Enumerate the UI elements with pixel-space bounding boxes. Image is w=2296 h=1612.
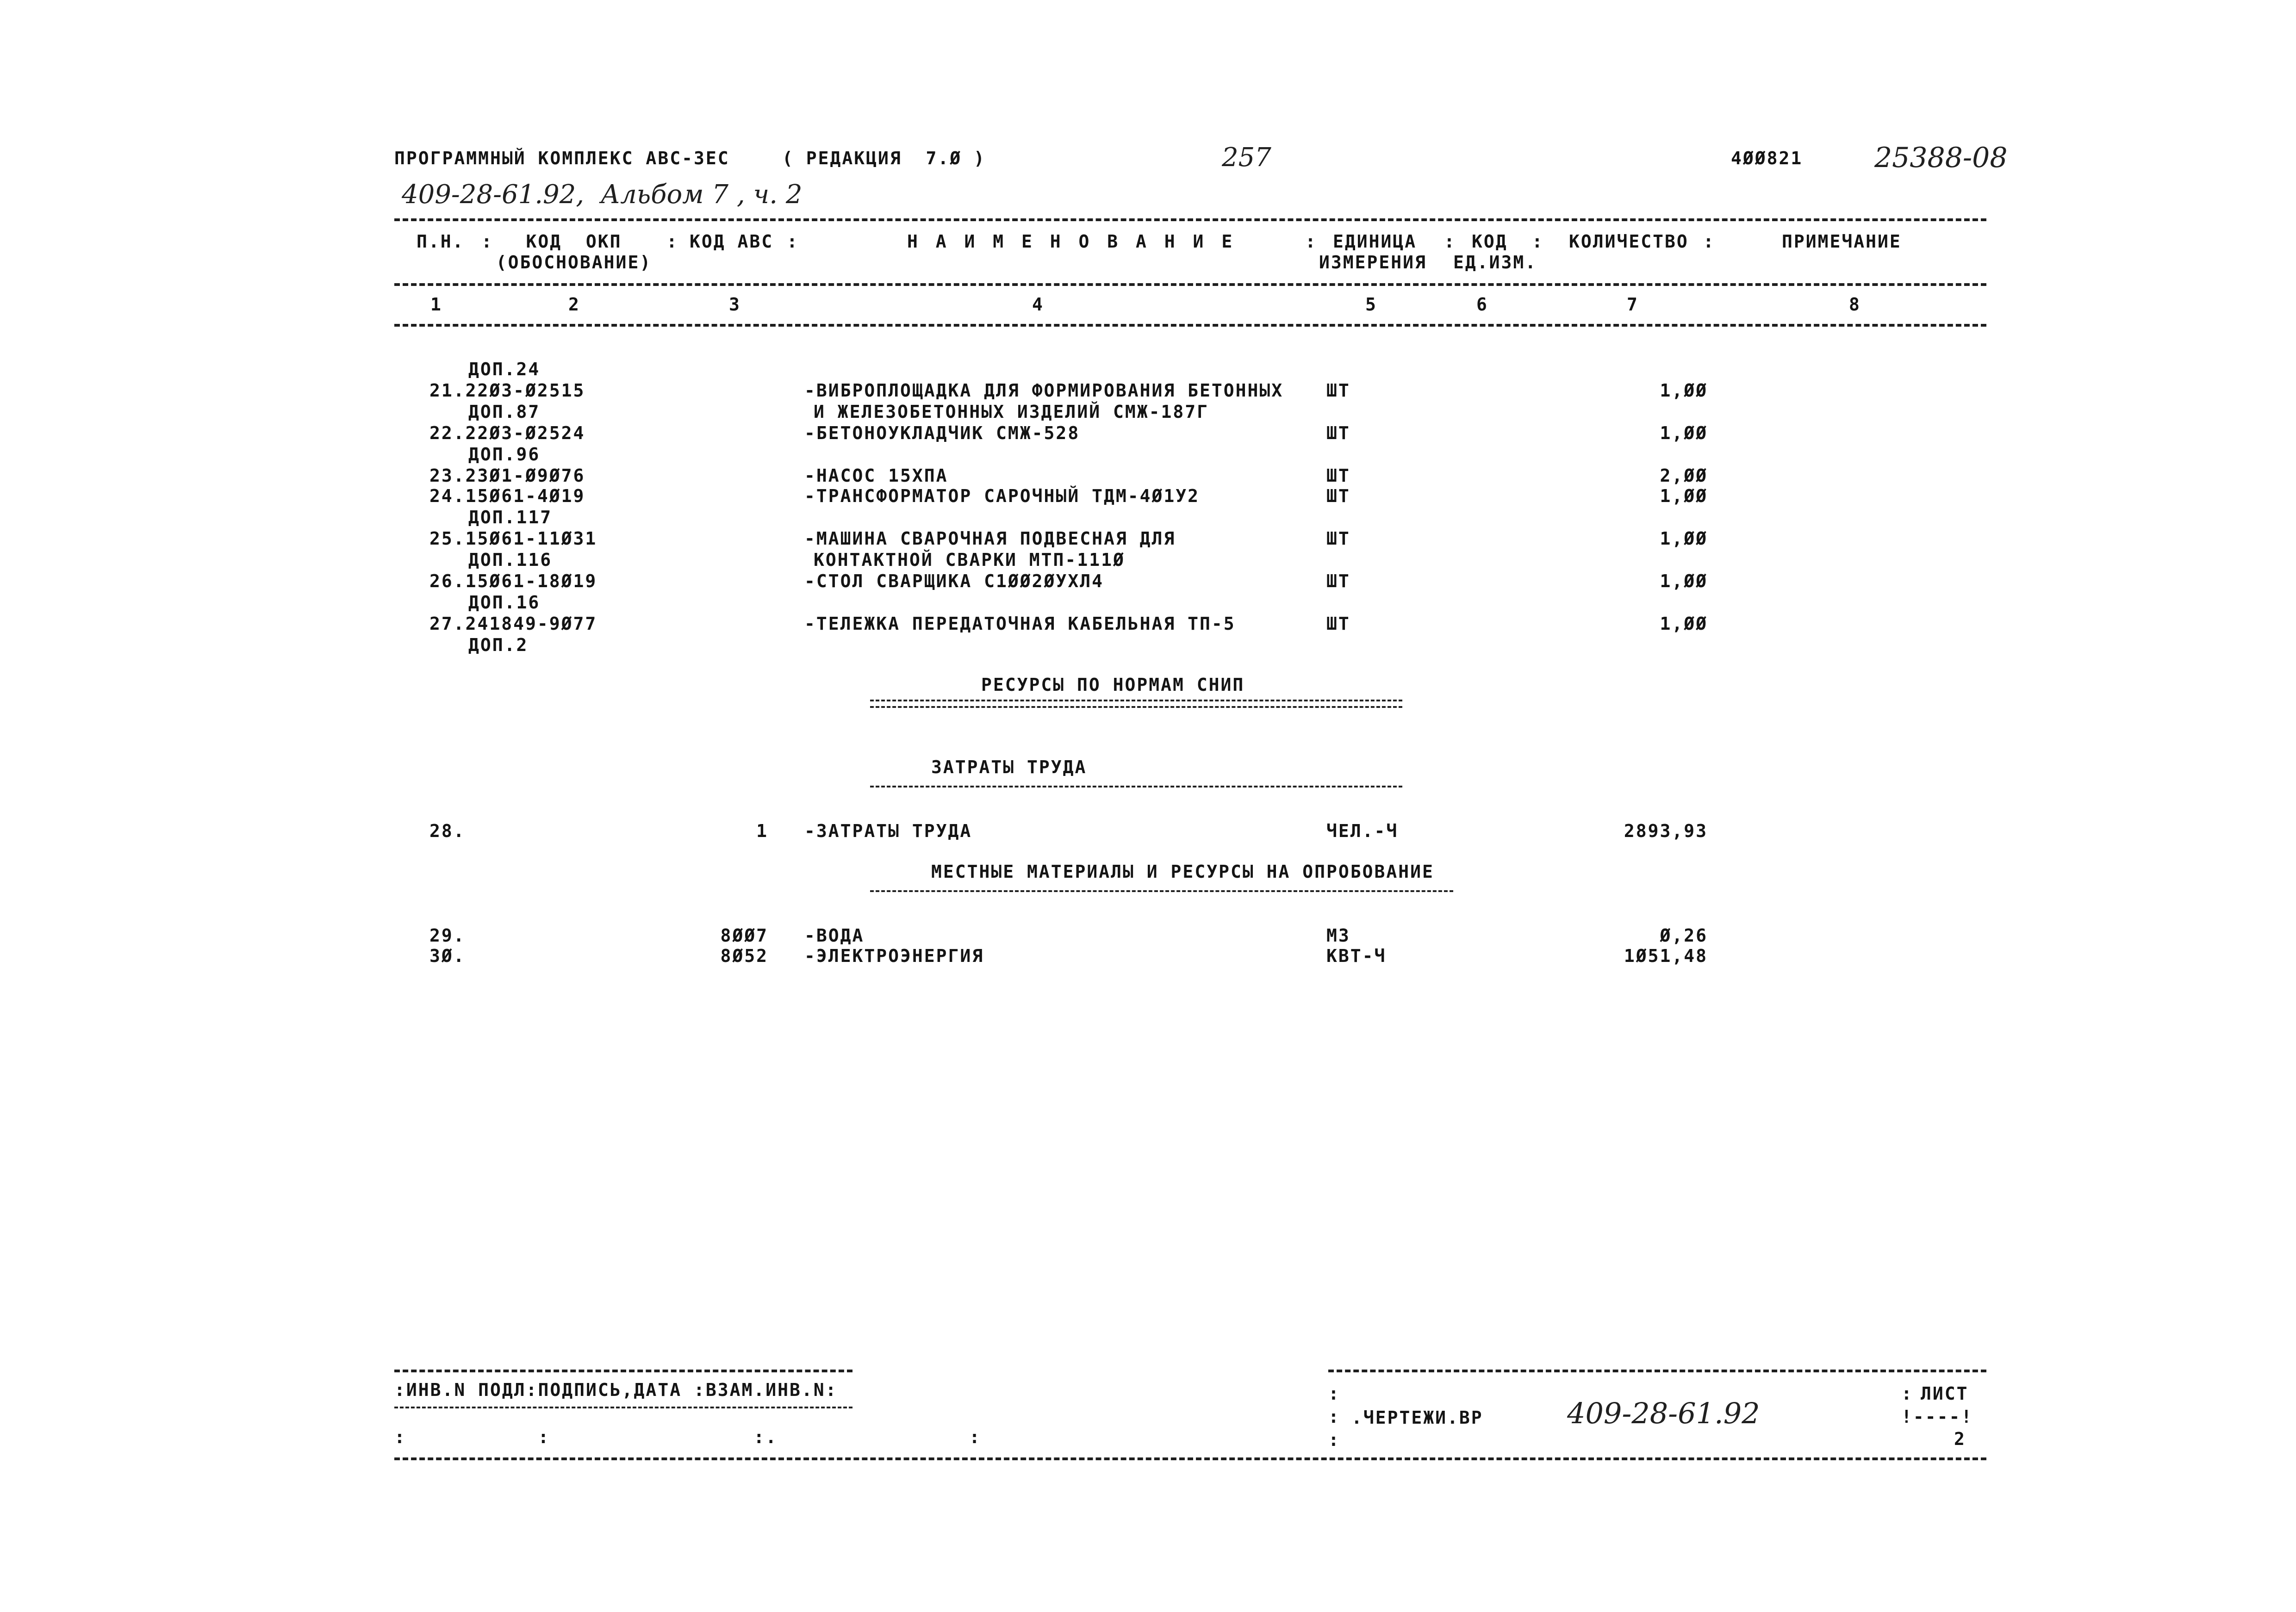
labor-abc: 1 xyxy=(756,821,768,841)
section-local: МЕСТНЫЕ МАТЕРИАЛЫ И РЕСУРСЫ НА ОПРОБОВАНИЕ xyxy=(931,862,1434,882)
row-code: 25.15Ø61-11Ø31 xyxy=(429,528,597,549)
row-name: -ВИБРОПЛОЩАДКА ДЛЯ ФОРМИРОВАНИЯ БЕТОННЫХ xyxy=(804,380,1284,401)
local-pn: 3Ø. xyxy=(429,946,466,966)
local-unit: КВТ-Ч xyxy=(1326,946,1387,966)
sheet-label: ЛИСТ xyxy=(1921,1383,1969,1404)
colnum-3: 3 xyxy=(729,294,741,315)
footer-rule-top-left xyxy=(394,1370,852,1372)
row-unit: ШТ xyxy=(1326,423,1350,443)
local-qty: 1Ø51,48 xyxy=(1624,946,1708,966)
local-abc: 8Ø52 xyxy=(720,946,768,966)
sheet-number: 2 xyxy=(1954,1429,1966,1449)
doc-number-handwritten: 25388-08 xyxy=(1874,142,2008,174)
footer-right-frame: : xyxy=(1328,1407,1340,1427)
row-code: ДОП.96 xyxy=(468,444,541,465)
col-separator: : xyxy=(787,231,799,252)
footer-rule-top-right xyxy=(1328,1370,1986,1372)
row-code: 26.15Ø61-18Ø19 xyxy=(429,571,597,591)
col-unit: ЕДИНИЦА xyxy=(1333,231,1417,252)
colnum-7: 7 xyxy=(1627,294,1639,315)
col-separator: : xyxy=(1444,231,1456,252)
row-qty: 1,ØØ xyxy=(1660,423,1708,443)
col-separator: : xyxy=(1703,231,1715,252)
row-code: ДОП.2 xyxy=(468,635,529,655)
row-qty: 1,ØØ xyxy=(1660,614,1708,634)
row-qty: 2,ØØ xyxy=(1660,465,1708,486)
col-separator: : xyxy=(1305,231,1317,252)
colnum-6: 6 xyxy=(1476,294,1488,315)
row-name: КОНТАКТНОЙ СВАРКИ МТП-111Ø xyxy=(814,550,1125,570)
col-separator: : xyxy=(1532,231,1544,252)
footer-drawings: .ЧЕРТЕЖИ.ВР xyxy=(1351,1407,1483,1428)
row-code: ДОП.87 xyxy=(468,402,541,422)
row-name: -ТЕЛЕЖКА ПЕРЕДАТОЧНАЯ КАБЕЛЬНАЯ ТП-5 xyxy=(804,614,1236,634)
row-unit: ШТ xyxy=(1326,614,1350,634)
row-code: 21.22Ø3-Ø2515 xyxy=(429,380,585,401)
header-rule-top xyxy=(394,218,1986,221)
row-unit: ШТ xyxy=(1326,465,1350,486)
row-qty: 1,ØØ xyxy=(1660,486,1708,506)
row-code: 27.241849-9Ø77 xyxy=(429,614,597,634)
colnum-5: 5 xyxy=(1365,294,1377,315)
footer-cells: : : :. : xyxy=(394,1427,982,1447)
row-code: ДОП.16 xyxy=(468,592,541,613)
col-unit-b: ИЗМЕРЕНИЯ xyxy=(1319,252,1427,273)
footer-right-frame: : xyxy=(1328,1430,1340,1450)
section-labor: ЗАТРАТЫ ТРУДА xyxy=(931,757,1087,777)
local-name: -ВОДА xyxy=(804,925,865,946)
section-labor-underline xyxy=(870,786,1402,787)
col-okp-basis: (ОБОСНОВАНИЕ) xyxy=(496,252,652,273)
col-separator: : xyxy=(666,231,678,252)
row-name: -СТОЛ СВАРЩИКА С1ØØ2ØУХЛ4 xyxy=(804,571,1104,591)
footer-rule-bottom xyxy=(394,1457,1986,1460)
edition-label: ( РЕДАКЦИЯ 7.Ø ) xyxy=(782,148,986,168)
col-separators: : xyxy=(481,231,493,252)
row-name: -НАСОС 15ХПА xyxy=(804,465,948,486)
colnum-2: 2 xyxy=(568,294,580,315)
row-unit: ШТ xyxy=(1326,571,1350,591)
footer-right-frame: : xyxy=(1328,1383,1340,1404)
section-resources: РЕСУРСЫ ПО НОРМАМ СНИП xyxy=(981,675,1245,695)
col-unit-code: КОД xyxy=(1472,231,1508,252)
footer-inventory: :ИНВ.N ПОДЛ:ПОДПИСЬ,ДАТА :ВЗАМ.ИНВ.N: xyxy=(394,1380,838,1400)
row-qty: 1,ØØ xyxy=(1660,571,1708,591)
col-okp: КОД ОКП xyxy=(526,231,622,252)
local-unit: М3 xyxy=(1326,925,1350,946)
col-pn: П.Н. xyxy=(417,231,465,252)
row-qty: 1,ØØ xyxy=(1660,380,1708,401)
labor-qty: 2893,93 xyxy=(1624,821,1708,841)
local-qty: Ø,26 xyxy=(1660,925,1708,946)
row-code: 23.23Ø1-Ø9Ø76 xyxy=(429,465,585,486)
row-qty: 1,ØØ xyxy=(1660,528,1708,549)
labor-name: -ЗАТРАТЫ ТРУДА xyxy=(804,821,972,841)
col-qty: КОЛИЧЕСТВО xyxy=(1569,231,1689,252)
col-unit-code-b: ЕД.ИЗМ. xyxy=(1453,252,1537,273)
row-unit: ШТ xyxy=(1326,528,1350,549)
row-unit: ШТ xyxy=(1326,486,1350,506)
footer-rule-mid-left xyxy=(394,1407,852,1408)
labor-unit: ЧЕЛ.-Ч xyxy=(1326,821,1399,841)
row-code: ДОП.116 xyxy=(468,550,553,570)
footer-doc-handwritten: 409-28-61.92 xyxy=(1567,1396,1760,1430)
local-name: -ЭЛЕКТРОЭНЕРГИЯ xyxy=(804,946,984,966)
header-rule-bottom xyxy=(394,324,1986,327)
page-number-handwritten: 257 xyxy=(1222,143,1271,173)
section-resources-underline xyxy=(870,700,1402,708)
header-rule-mid xyxy=(394,283,1986,286)
code-number: 4ØØ821 xyxy=(1731,148,1803,168)
row-code: ДОП.24 xyxy=(468,359,541,379)
sheet-frame: : xyxy=(1901,1383,1913,1404)
local-pn: 29. xyxy=(429,925,466,946)
colnum-4: 4 xyxy=(1032,294,1044,315)
local-abc: 8ØØ7 xyxy=(720,925,768,946)
row-name: И ЖЕЛЕЗОБЕТОННЫХ ИЗДЕЛИЙ СМЖ-187Г xyxy=(814,402,1209,422)
col-name: Н А И М Е Н О В А Н И Е xyxy=(907,231,1236,252)
row-code: 24.15Ø61-4Ø19 xyxy=(429,486,585,506)
row-code: ДОП.117 xyxy=(468,507,553,527)
colnum-1: 1 xyxy=(430,294,442,315)
album-handwritten: 409-28-61.92, Альбом 7 , ч. 2 xyxy=(402,180,803,210)
col-abc: КОД АВС xyxy=(690,231,774,252)
col-note: ПРИМЕЧАНИЕ xyxy=(1782,231,1902,252)
sheet-frame: !----! xyxy=(1901,1407,1973,1427)
row-unit: ШТ xyxy=(1326,380,1350,401)
colnum-8: 8 xyxy=(1849,294,1861,315)
row-name: -БЕТОНОУКЛАДЧИК СМЖ-528 xyxy=(804,423,1080,443)
labor-pn: 28. xyxy=(429,821,466,841)
row-name: -МАШИНА СВАРОЧНАЯ ПОДВЕСНАЯ ДЛЯ xyxy=(804,528,1176,549)
row-code: 22.22Ø3-Ø2524 xyxy=(429,423,585,443)
row-name: -ТРАНСФОРМАТОР САРОЧНЫЙ ТДМ-4Ø1У2 xyxy=(804,486,1200,506)
section-local-underline xyxy=(870,890,1453,892)
program-title: ПРОГРАММНЫЙ КОМПЛЕКС АВС-3ЕС xyxy=(394,148,730,168)
